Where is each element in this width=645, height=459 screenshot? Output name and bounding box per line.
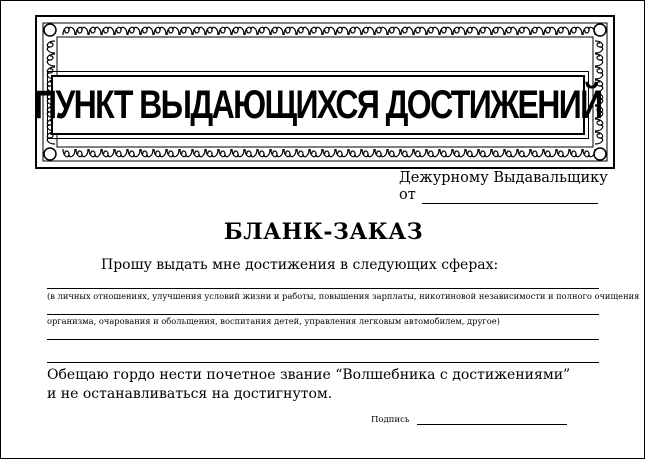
hint-line-2: организма, очарования и обольщения, воспитания детей, управления легковым автомобилем, другое) <box>47 316 500 326</box>
form-title: БЛАНК-ЗАКАЗ <box>223 219 424 245</box>
addressee-to: Дежурному Выдавальщику <box>399 170 608 186</box>
promise-line-1: Обещаю гордо нести почетное звание “Волшебника с достижениями” <box>47 367 571 383</box>
addressee-block <box>399 170 608 204</box>
signature-label: Подпись <box>371 415 410 425</box>
signature-row <box>371 415 567 425</box>
page-title: ПУНКТ ВЫДАЮЩИХСЯ ДОСТИЖЕНИЙ <box>34 82 602 127</box>
achievements-line-2[interactable] <box>47 314 599 315</box>
achievements-line-3[interactable] <box>47 339 599 340</box>
signature-field[interactable] <box>417 415 567 425</box>
addressee-from-row <box>399 187 608 204</box>
from-name-field[interactable] <box>422 190 598 204</box>
ornamental-header-frame <box>35 15 615 169</box>
request-text: Прошу выдать мне достижения в следующих сферах: <box>101 257 499 273</box>
promise-block <box>47 366 570 404</box>
from-label: от <box>399 187 416 203</box>
hint-line-1: (в личных отношениях, улучшения условий жизни и работы, повышения зарплаты, никотиновой независимости и полного очищения <box>47 291 640 301</box>
title-banner <box>34 75 602 135</box>
achievements-line-1[interactable] <box>47 288 599 289</box>
promise-line-2: и не останавливаться на достигнутом. <box>47 386 333 402</box>
achievements-line-4[interactable] <box>47 362 599 363</box>
